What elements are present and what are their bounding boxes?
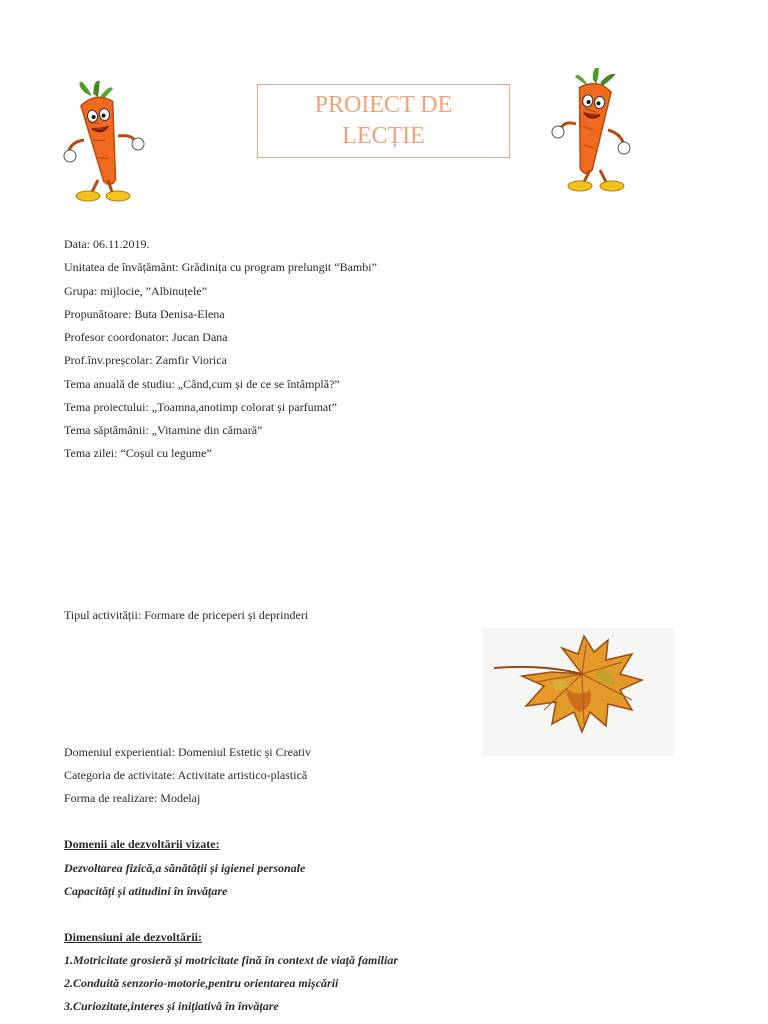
carrot-character-icon	[524, 68, 634, 193]
dimension-item: 2.Conduită senzorio-motorie,pentru orientarea mișcării	[64, 976, 339, 990]
carrot-character-icon	[62, 80, 172, 205]
info-unit: Unitatea de învățământ: Grădinița cu program prelungit “Bambi”	[64, 260, 377, 274]
info-proposer: Propunătoare: Buta Denisa-Elena	[64, 307, 225, 321]
detail-domain: Domeniul experiential: Domeniul Estetic și Creativ	[64, 745, 311, 759]
dimension-item: 3.Curiozitate,interes și inițiativă în învățare	[64, 999, 279, 1013]
info-group: Grupa: mijlocie, ”Albinuțele”	[64, 284, 207, 298]
dimensions-heading: Dimensiuni ale dezvoltării:	[64, 930, 202, 944]
dimension-item: 1.Motricitate grosieră și motricitate fină în context de viață familiar	[64, 953, 398, 967]
detail-category: Categoria de activitate: Activitate artistico-plastică	[64, 768, 308, 782]
info-teacher: Prof.înv.preșcolar: Zamfir Viorica	[64, 353, 227, 367]
info-project-theme: Tema proiectului: „Toamna,anotimp colorat și parfumat”	[64, 400, 337, 414]
detail-form: Forma de realizare: Modelaj	[64, 791, 201, 805]
domain-item: Dezvoltarea fizică,a sănătății și igienei personale	[64, 861, 306, 875]
domains-heading: Domenii ale dezvoltării vizate:	[64, 837, 220, 851]
title-line-1: PROIECT DE	[314, 92, 453, 118]
autumn-maple-leaf-icon	[482, 628, 674, 756]
domain-item: Capacități și atitudini în învățare	[64, 884, 228, 898]
info-annual-theme: Tema anuală de studiu: „Când,cum și de ce se întâmplă?”	[64, 377, 340, 391]
activity-type: Tipul activității: Formare de priceperi și deprinderi	[64, 608, 309, 622]
title-line-2: LECȚIE	[342, 123, 425, 149]
title-box	[257, 84, 510, 158]
info-date: Data: 06.11.2019.	[64, 237, 150, 251]
info-coordinator: Profesor coordonator: Jucan Dana	[64, 330, 228, 344]
info-day-theme: Tema zilei: “Coșul cu legume”	[64, 446, 212, 460]
info-week-theme: Tema săptămânii: „Vitamine din cămară”	[64, 423, 263, 437]
